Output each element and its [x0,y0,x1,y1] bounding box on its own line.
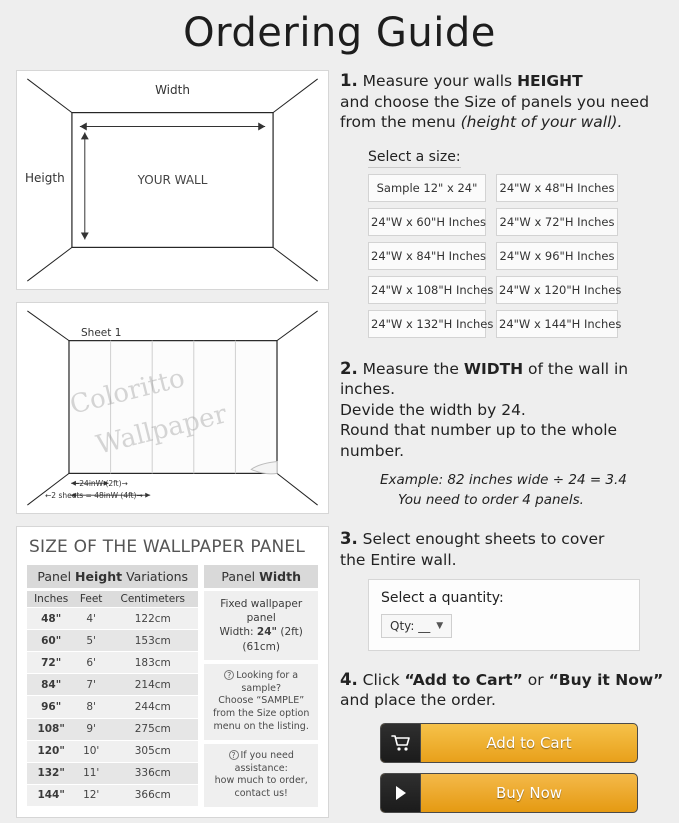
quantity-select[interactable] [381,614,452,638]
assistance-note [204,744,318,807]
step-1 [340,70,670,133]
step-3-line-1: Select enought sheets to cover [357,530,605,549]
table-row [27,740,198,762]
table-row [27,608,198,630]
step-1-line-1a: Measure your walls [357,72,518,90]
size-table-card [16,526,329,818]
assistance-note-line-2: how much to order, contact us! [214,775,308,800]
cell-inches: 120" [27,740,75,762]
add-to-cart-label: Add to Cart [486,733,572,752]
panel-width-column [204,591,318,807]
buy-now-button[interactable] [380,773,638,813]
size-selector-label: Select a size: [368,149,461,168]
step-1-line-3a: from the menu [340,113,461,132]
step-2-text [340,358,670,462]
cell-feet: 5' [75,630,107,652]
sample-note-title: Looking for a sample? [236,669,299,694]
table-row [27,652,198,674]
right-column [340,70,670,823]
cell-inches: 132" [27,762,75,784]
step-1-height-keyword: HEIGHT [517,72,583,90]
panel-width-header-pre: Panel [221,569,260,584]
cell-cm: 153cm [107,630,198,652]
panel-height-header-post: Variations [122,569,189,584]
step-1-text [340,70,670,133]
fixed-panel-line-1: Fixed wallpaper panel [220,598,303,625]
panel-width-header [204,565,318,588]
size-option-120h[interactable]: 24"W x 120"H Inches [496,276,618,304]
cell-cm: 336cm [107,762,198,784]
size-option-132h[interactable]: 24"W x 132"H Inches [368,310,486,338]
cell-inches: 48" [27,608,75,630]
table-row [27,762,198,784]
size-option-108h[interactable]: 24"W x 108"H Inches [368,276,486,304]
step-1-line-3b: (height of your wall). [460,113,623,132]
sample-note [204,664,318,740]
assistance-note-line-1: If you need assistance: [234,749,294,774]
size-option-96h[interactable]: 24"W x 96"H Inches [496,242,618,270]
col-header-inches: Inches [27,591,75,608]
step-4-line-2: and place the order. [340,691,496,710]
dim-note-2: ←2 sheets = 48inW (4ft)→ [45,491,143,500]
size-option-60h[interactable]: 24"W x 60"H Inches [368,208,486,236]
cell-feet: 6' [75,652,107,674]
cart-glyph [391,734,411,752]
step-4-add-to-cart-keyword: “Add to Cart” [404,670,523,689]
cell-cm: 214cm [107,674,198,696]
purchase-buttons [380,723,638,813]
chevron-down-icon: ▼ [436,620,444,631]
step-3-text [340,528,670,570]
step-4-text [340,669,670,711]
panel-height-header-pre: Panel [37,569,76,584]
sheet-diagram [16,302,329,514]
cell-feet: 10' [75,740,107,762]
cell-inches: 60" [27,630,75,652]
step-4-line-1a: Click [357,670,405,689]
step-4-line-1c: or [522,670,549,689]
step-1-number: 1. [340,71,358,90]
cell-cm: 305cm [107,740,198,762]
size-table-headers [27,565,318,588]
cell-cm: 275cm [107,718,198,740]
panel-width-header-bold: Width [259,569,301,584]
cell-feet: 8' [75,696,107,718]
table-row [27,630,198,652]
size-table-body [27,591,318,807]
size-option-48h[interactable]: 24"W x 48"H Inches [496,174,618,202]
left-column [16,70,329,818]
watermark-line-2: Wallpaper [93,399,230,461]
size-option-144h[interactable]: 24"W x 144"H Inches [496,310,618,338]
table-row [27,674,198,696]
size-option-72h[interactable]: 24"W x 72"H Inches [496,208,618,236]
step-2-example [380,471,670,510]
step-3 [340,528,670,570]
quantity-card [368,579,640,651]
step-1-line-2: and choose the Size of panels you need [340,92,650,111]
cell-cm: 122cm [107,608,198,630]
fixed-panel-width-value: 24" [256,626,278,639]
step-2-line-3: Round that number up to the whole number. [340,421,618,460]
height-variations-table [27,591,198,807]
your-wall-label: YOUR WALL [137,173,208,187]
cell-feet: 9' [75,718,107,740]
cell-feet: 11' [75,762,107,784]
size-option-sample-12x24[interactable]: Sample 12" x 24" [368,174,486,202]
wall-diagram [16,70,329,290]
assistance-note-title-row [209,750,313,776]
step-4-number: 4. [340,669,358,689]
step-3-number: 3. [340,529,358,549]
height-label: Heigth [25,171,65,185]
sample-note-title-row [209,670,313,696]
step-3-line-2: the Entire wall. [340,551,457,570]
cell-inches: 84" [27,674,75,696]
cell-feet: 12' [75,784,107,806]
dim-note-1: ←24inW (2ft)→ [73,479,128,488]
play-triangle [396,786,406,800]
cell-feet: 4' [75,608,107,630]
step-2-line-2: Devide the width by 24. [340,400,526,419]
buy-now-label: Buy Now [495,783,563,802]
cell-inches: 144" [27,784,75,806]
question-mark-icon: ? [229,750,239,760]
quantity-select-value: Qty: __ [390,618,431,633]
sheet-label: Sheet 1 [81,327,122,339]
col-header-feet: Feet [75,591,107,608]
width-label: Width [155,83,190,97]
col-header-centimeters: Centimeters [107,591,198,608]
step-4-buy-it-now-keyword: “Buy it Now” [548,670,664,689]
table-row [27,718,198,740]
fixed-panel-info [204,591,318,660]
fixed-panel-line-2 [208,625,314,653]
example-line-1: Example: 82 inches wide ÷ 24 = 3.4 [380,472,627,489]
step-2-line-1a: Measure the [357,359,464,378]
cell-inches: 72" [27,652,75,674]
shopping-cart-icon [381,724,421,762]
play-icon [381,774,421,812]
cell-inches: 96" [27,696,75,718]
add-to-cart-button[interactable] [380,723,638,763]
page-title: Ordering Guide [183,10,496,56]
sheet-diagram-svg [17,303,328,513]
fixed-panel-width-pre: Width: [219,626,257,639]
step-2-width-keyword: WIDTH [463,359,524,378]
question-mark-icon: ? [224,670,234,680]
sample-note-body: Choose “SAMPLE” from the Size option menu on the listing. [213,695,310,732]
example-line-2: You need to order 4 panels. [398,491,584,508]
step-2-line-1c: of the wall in inches. [340,359,629,399]
table-row [27,696,198,718]
table-head-row [27,591,198,608]
panel-height-header-bold: Height [75,569,123,584]
cell-feet: 7' [75,674,107,696]
cell-cm: 366cm [107,784,198,806]
size-option-84h[interactable]: 24"W x 84"H Inches [368,242,486,270]
cell-cm: 183cm [107,652,198,674]
step-2-number: 2. [340,358,358,378]
size-table-title: SIZE OF THE WALLPAPER PANEL [29,537,306,557]
panel-height-header [27,565,198,588]
step-2 [340,358,670,511]
cell-inches: 108" [27,718,75,740]
fixed-panel-width-post: (2ft) (61cm) [242,626,303,653]
size-options-grid [368,174,670,338]
step-4 [340,669,670,711]
quantity-label: Select a quantity: [381,589,504,606]
cell-cm: 244cm [107,696,198,718]
table-row [27,784,198,806]
watermark-line-1: Coloritto [67,363,188,421]
